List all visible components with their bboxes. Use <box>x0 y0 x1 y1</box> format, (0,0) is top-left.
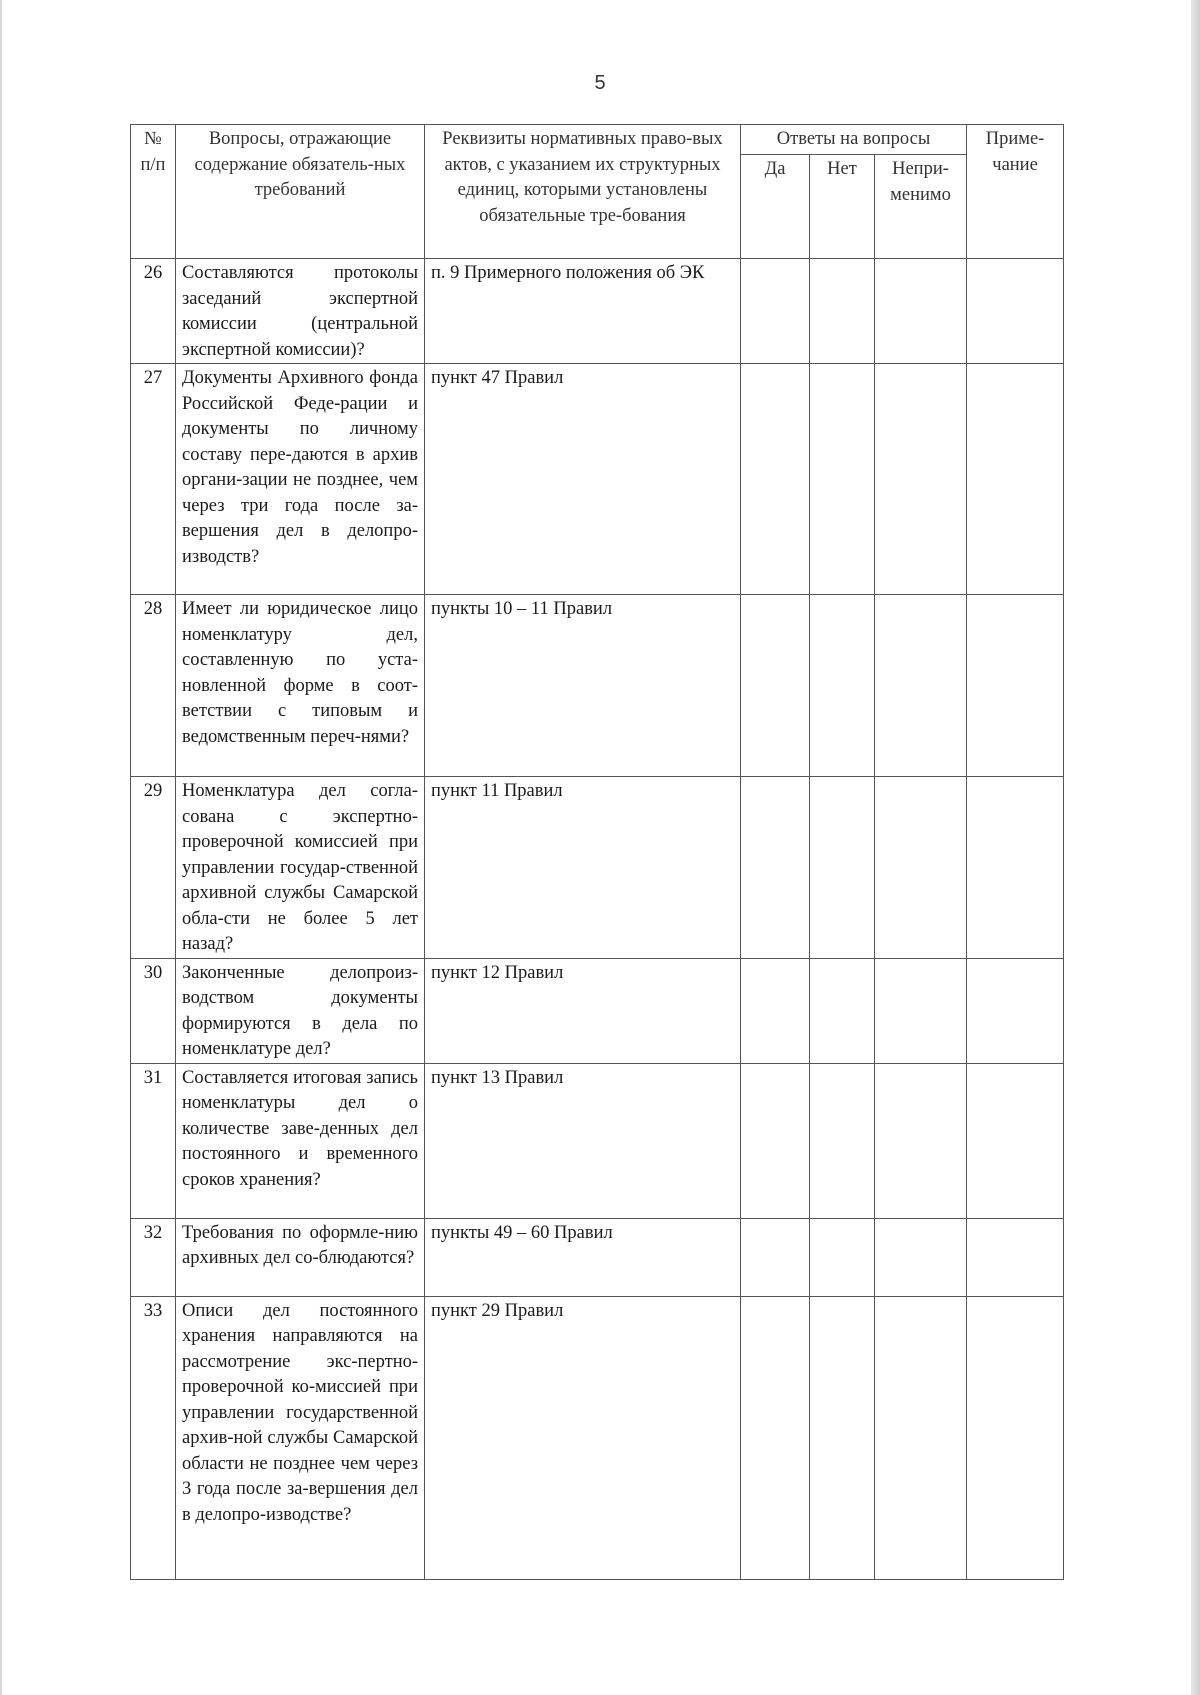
note-cell <box>967 259 1064 364</box>
answer-yes-cell <box>741 958 810 1063</box>
row-num: 30 <box>131 958 176 1063</box>
row-num: 28 <box>131 595 176 777</box>
table-row <box>131 958 1064 1063</box>
answer-no-cell <box>810 595 875 777</box>
header-yes: Да <box>741 155 810 259</box>
row-question: Требования по оформле-нию архивных дел со-блюдаются? <box>176 1218 425 1296</box>
note-cell <box>967 1218 1064 1296</box>
row-num: 27 <box>131 364 176 595</box>
answer-no-cell <box>810 1063 875 1218</box>
table-row <box>131 259 1064 364</box>
row-num: 29 <box>131 777 176 959</box>
note-cell <box>967 958 1064 1063</box>
answer-not-applicable-cell <box>875 364 967 595</box>
header-num: № п/п <box>131 125 176 259</box>
answer-not-applicable-cell <box>875 1296 967 1579</box>
header-reference: Реквизиты нормативных право-вых актов, с указанием их структурных единиц, которыми установлены обязательные тре-бования <box>425 125 741 259</box>
row-question: Имеет ли юридическое лицо номенклатуру дел, составленную по уста-новленной форме в соот-ветствии с типовым и ведомственным переч-нями? <box>176 595 425 777</box>
table-row <box>131 1063 1064 1218</box>
header-answers-group: Ответы на вопросы <box>741 125 967 155</box>
row-reference: пункт 12 Правил <box>425 958 741 1063</box>
answer-yes-cell <box>741 1218 810 1296</box>
row-num: 26 <box>131 259 176 364</box>
answer-no-cell <box>810 259 875 364</box>
note-cell <box>967 595 1064 777</box>
note-cell <box>967 1063 1064 1218</box>
row-reference: пункт 47 Правил <box>425 364 741 595</box>
row-num: 31 <box>131 1063 176 1218</box>
answer-yes-cell <box>741 777 810 959</box>
answer-not-applicable-cell <box>875 958 967 1063</box>
answer-yes-cell <box>741 259 810 364</box>
row-reference: пункт 11 Правил <box>425 777 741 959</box>
answer-no-cell <box>810 1218 875 1296</box>
table-row <box>131 595 1064 777</box>
answer-yes-cell <box>741 595 810 777</box>
row-reference: пункт 29 Правил <box>425 1296 741 1579</box>
table-row <box>131 1296 1064 1579</box>
note-cell <box>967 1296 1064 1579</box>
row-reference: пункты 49 – 60 Правил <box>425 1218 741 1296</box>
row-question: Номенклатура дел согла-сована с экспертно-проверочной комиссией при управлении государ-ственной архивной службы Самарской обла-сти не более 5 лет назад? <box>176 777 425 959</box>
checklist-table <box>130 124 1064 1580</box>
answer-not-applicable-cell <box>875 1218 967 1296</box>
answer-no-cell <box>810 1296 875 1579</box>
page-number: 5 <box>594 72 606 94</box>
answer-no-cell <box>810 364 875 595</box>
answer-yes-cell <box>741 1296 810 1579</box>
note-cell <box>967 777 1064 959</box>
answer-yes-cell <box>741 364 810 595</box>
row-question: Составляется итоговая запись номенклатуры дел о количестве заве-денных дел постоянного и временного сроков хранения? <box>176 1063 425 1218</box>
row-reference: пункты 10 – 11 Правил <box>425 595 741 777</box>
row-num: 33 <box>131 1296 176 1579</box>
answer-not-applicable-cell <box>875 777 967 959</box>
scan-edge-left <box>0 0 2 1695</box>
header-not-applicable: Непри-менимо <box>875 155 967 259</box>
table-header <box>131 125 1064 259</box>
row-reference: пункт 13 Правил <box>425 1063 741 1218</box>
header-no: Нет <box>810 155 875 259</box>
answer-yes-cell <box>741 1063 810 1218</box>
table-body <box>131 259 1064 1580</box>
header-question: Вопросы, отражающие содержание обязатель-ных требований <box>176 125 425 259</box>
answer-not-applicable-cell <box>875 259 967 364</box>
table-row <box>131 1218 1064 1296</box>
note-cell <box>967 364 1064 595</box>
answer-not-applicable-cell <box>875 1063 967 1218</box>
row-question: Составляются протоколы заседаний экспертной комиссии (центральной экспертной комиссии)? <box>176 259 425 364</box>
answer-no-cell <box>810 958 875 1063</box>
row-question: Законченные делопроиз-водством документы формируются в дела по номенклатуре дел? <box>176 958 425 1063</box>
answer-no-cell <box>810 777 875 959</box>
row-question: Описи дел постоянного хранения направляются на рассмотрение экс-пертно-проверочной ко-миссией при управлении государственной архив-ной службы Самарской области не позднее чем через 3 года после за-вершения дел в делопро-изводстве? <box>176 1296 425 1579</box>
table-row <box>131 364 1064 595</box>
row-reference: п. 9 Примерного положения об ЭК <box>425 259 741 364</box>
answer-not-applicable-cell <box>875 595 967 777</box>
row-question: Документы Архивного фонда Российской Феде-рации и документы по личному составу пере-даются в архив органи-зации не позднее, чем через три года после за-вершения дел в делопро-изводств? <box>176 364 425 595</box>
table-row <box>131 777 1064 959</box>
scan-edge-right <box>1191 0 1200 1695</box>
row-num: 32 <box>131 1218 176 1296</box>
header-note: Приме-чание <box>967 125 1064 259</box>
